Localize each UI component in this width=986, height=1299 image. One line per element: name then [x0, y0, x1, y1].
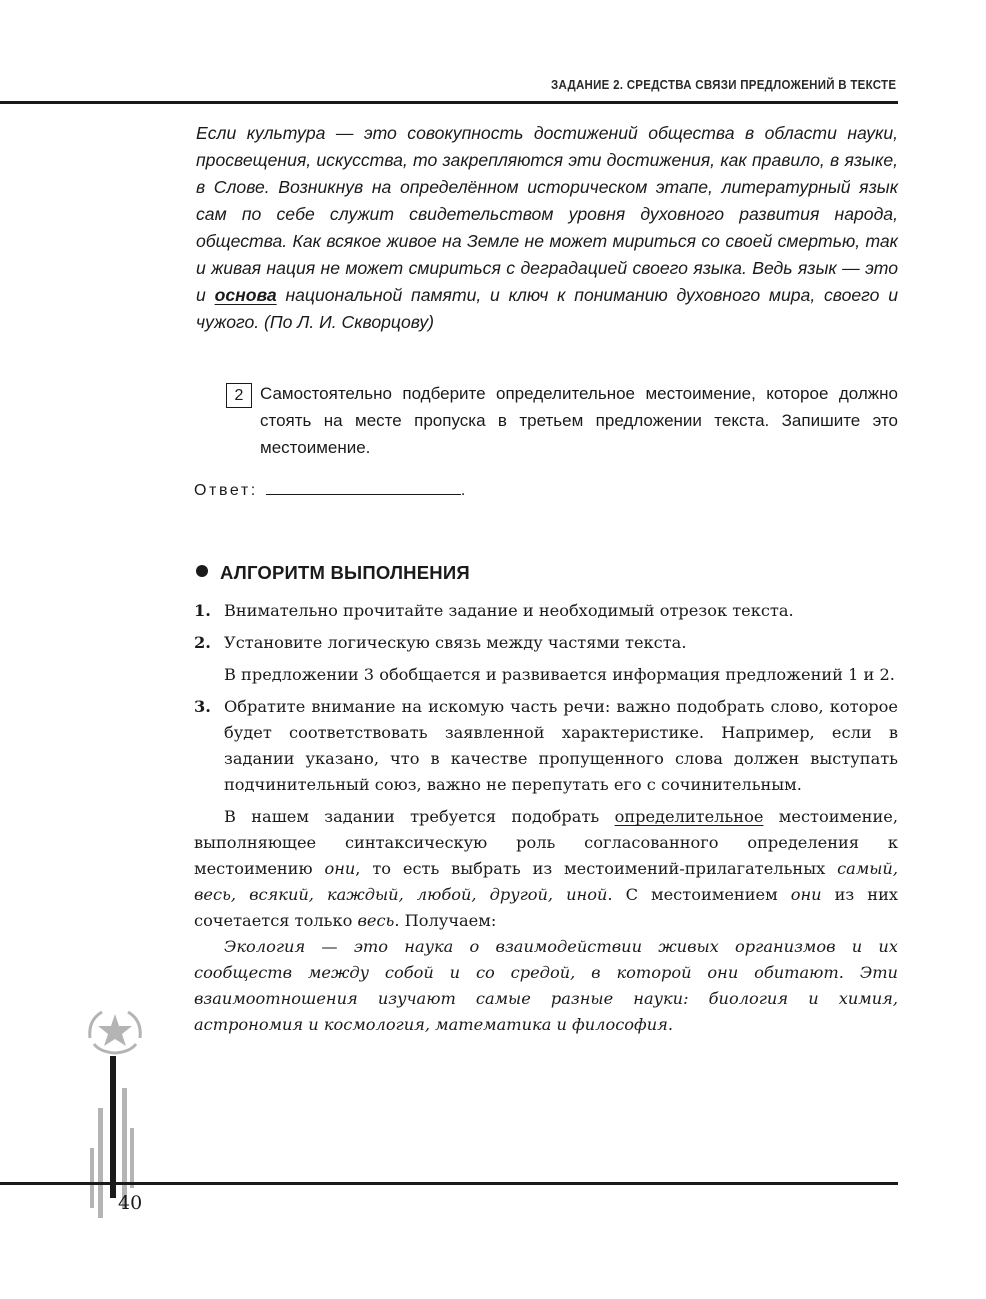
step-text: Внимательно прочитайте задание и необходимый отрезок текста. [224, 601, 794, 620]
step-text: Установите логическую связь между частями текста. [224, 633, 687, 652]
explanation-text: из них сочетается только [194, 885, 898, 930]
bullet-icon [196, 565, 208, 577]
answer-field [194, 478, 468, 500]
answer-label: Ответ: [194, 482, 258, 499]
step-1 [194, 598, 898, 624]
running-title: ЗАДАНИЕ 2. СРЕДСТВА СВЯЗИ ПРЕДЛОЖЕНИЙ В ТЕКСТЕ [550, 78, 896, 92]
task-block [226, 380, 898, 461]
header-rule [0, 101, 898, 104]
explanation-italic: они [324, 859, 356, 878]
answer-suffix: . [460, 482, 468, 499]
step-number: 2. [194, 633, 211, 652]
explanation-text: . Получаем: [394, 911, 497, 930]
passage-underlined-word: основа [214, 285, 277, 305]
step-3 [194, 694, 898, 798]
steps-list [194, 598, 898, 798]
step-2-note: В предложении 3 обобщается и развивается информация предложений 1 и 2. [224, 665, 895, 684]
explanation-paragraph [194, 804, 898, 934]
step-number: 3. [194, 697, 211, 716]
explanation-text: местоимение, выполняющее синтаксическую роль согласованного определения к местоимению [194, 807, 898, 878]
step-number: 1. [194, 601, 211, 620]
task-number-box: 2 [226, 383, 252, 408]
passage-text-1: Если культура — это совокупность достижений общества в области науки, просвещения, искусства, то закрепляются эти достижения, как правило, в языке, в Слове. Возникнув на определённом историческом этапе, литературный язык сам по себе служит свидетельством уровня духовного развития народа, общества. Как всякое живое на Земле не может мириться со своей смертью, так и живая нация не может смириться с деградацией своего языка. Ведь язык — это и [196, 123, 898, 305]
explanation-text: В нашем задании требуется подобрать [224, 807, 615, 826]
step-2 [194, 630, 898, 656]
task-text: Самостоятельно подберите определительное местоимение, которое должно стоять на месте пропуска в третьем предложении текста. Запишите это местоимение. [260, 384, 898, 457]
footer-rule [0, 1182, 898, 1185]
page-number: 40 [118, 1192, 143, 1214]
example-text: Экология — это наука о взаимодействии живых организмов и их сообществ между собой и со средой, в которой они обитают. Эти взаимоотношения изучают самые разные науки: биология и химия, астрономия и космология, математика и философия. [194, 937, 898, 1034]
explanation-text: . С местоимением [607, 885, 791, 904]
explanation-underlined: определительное [614, 807, 764, 826]
algorithm-heading-text: АЛГОРИТМ ВЫПОЛНЕНИЯ [220, 562, 470, 583]
passage-text-2: национальной памяти, и ключ к пониманию духовного мира, своего и чужого. (По Л. И. Скворцову) [196, 285, 898, 332]
explanation-italic: они [790, 885, 822, 904]
explanation-italic: самый, весь, всякий, каждый, любой, другой, иной [194, 859, 899, 904]
algorithm-heading [196, 562, 470, 584]
source-passage [196, 120, 898, 336]
answer-blank-line[interactable] [266, 478, 461, 495]
explanation-text: , то есть выбрать из местоимений-прилагательных [355, 859, 838, 878]
step-text: Обратите внимание на искомую часть речи: важно подобрать слово, которое будет соответствовать заявленной характеристике. Например, если в задании указано, что в качестве пропущенного слова должен выступать подчинительный союз, важно не перепутать его с сочинительным. [224, 697, 898, 794]
algorithm-body [194, 598, 898, 1038]
explanation-italic: весь [357, 911, 395, 930]
